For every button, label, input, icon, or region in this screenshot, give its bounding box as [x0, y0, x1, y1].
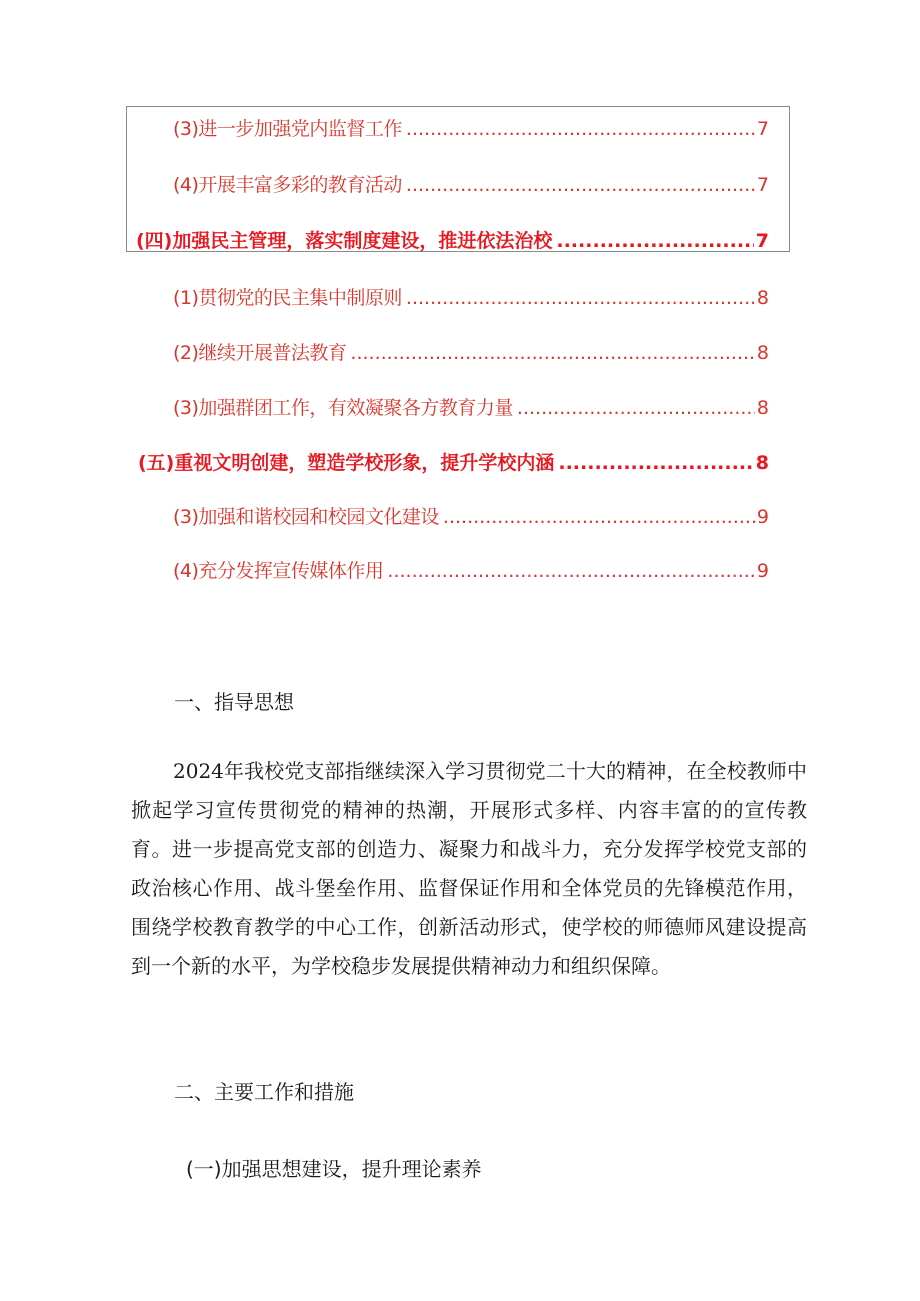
toc-section-label: (四)加强民主管理，落实制度建设，推进依法治校 [136, 230, 553, 252]
toc-item-label: (2)继续开展普法教育 [173, 342, 347, 364]
toc-section[interactable] [136, 226, 769, 253]
toc-leader [406, 174, 755, 196]
toc-item-page: 9 [756, 506, 769, 528]
toc-item-page: 8 [756, 397, 769, 419]
toc-leader [350, 342, 754, 364]
sub-heading: (一)加强思想建设，提升理论素养 [186, 1157, 482, 1181]
toc-item-page: 9 [756, 560, 769, 582]
toc-item[interactable] [173, 393, 769, 420]
toc-item-page: 8 [756, 287, 769, 309]
toc-item[interactable] [173, 283, 769, 310]
toc-section-label: (五)重视文明创建，塑造学校形象，提升学校内涵 [138, 452, 555, 474]
toc-leader [406, 287, 755, 309]
toc-item[interactable] [173, 502, 769, 529]
toc-leader [443, 506, 755, 528]
toc-item-label: (4)充分发挥宣传媒体作用 [173, 560, 384, 582]
toc-item[interactable] [173, 556, 769, 583]
toc-item-label: (3)进一步加强党内监督工作 [173, 118, 402, 140]
toc-leader [517, 397, 755, 419]
toc-section[interactable] [138, 448, 769, 475]
guiding-heading: 一、指导思想 [174, 690, 294, 714]
toc-section-page: 7 [755, 230, 769, 252]
toc-item-label: (3)加强和谐校园和校园文化建设 [173, 506, 439, 528]
toc-leader [558, 452, 753, 474]
toc-item-page: 7 [756, 118, 769, 140]
guiding-paragraph: 2024年我校党支部指继续深入学习贯彻党二十大的精神，在全校教师中掀起学习宣传贯彻党的精神的热潮，开展形式多样、内容丰富的的宣传教育。进一步提高党支部的创造力、凝聚力和战斗力，充分发挥学校党支部的政治核心作用、战斗堡垒作用、监督保证作用和全体党员的先锋模范作用，围绕学校教育教学的中心工作，创新活动形式，使学校的师德师风建设提高到一个新的水平，为学校稳步发展提供精神动力和组织保障。 [131, 759, 807, 978]
toc-item-label: (3)加强群团工作，有效凝聚各方教育力量 [173, 397, 513, 419]
toc-item[interactable] [173, 114, 769, 141]
toc-item-page: 8 [756, 342, 769, 364]
toc-leader [387, 560, 754, 582]
toc-item[interactable] [173, 170, 769, 197]
toc-leader [556, 230, 753, 252]
main-work-heading: 二、主要工作和措施 [174, 1080, 354, 1104]
toc-item-label: (1)贯彻党的民主集中制原则 [173, 287, 402, 309]
toc-item-label: (4)开展丰富多彩的教育活动 [173, 174, 402, 196]
toc-leader [406, 118, 755, 140]
toc-item-page: 7 [756, 174, 769, 196]
toc-section-page: 8 [755, 452, 769, 474]
toc-item[interactable] [173, 338, 769, 365]
